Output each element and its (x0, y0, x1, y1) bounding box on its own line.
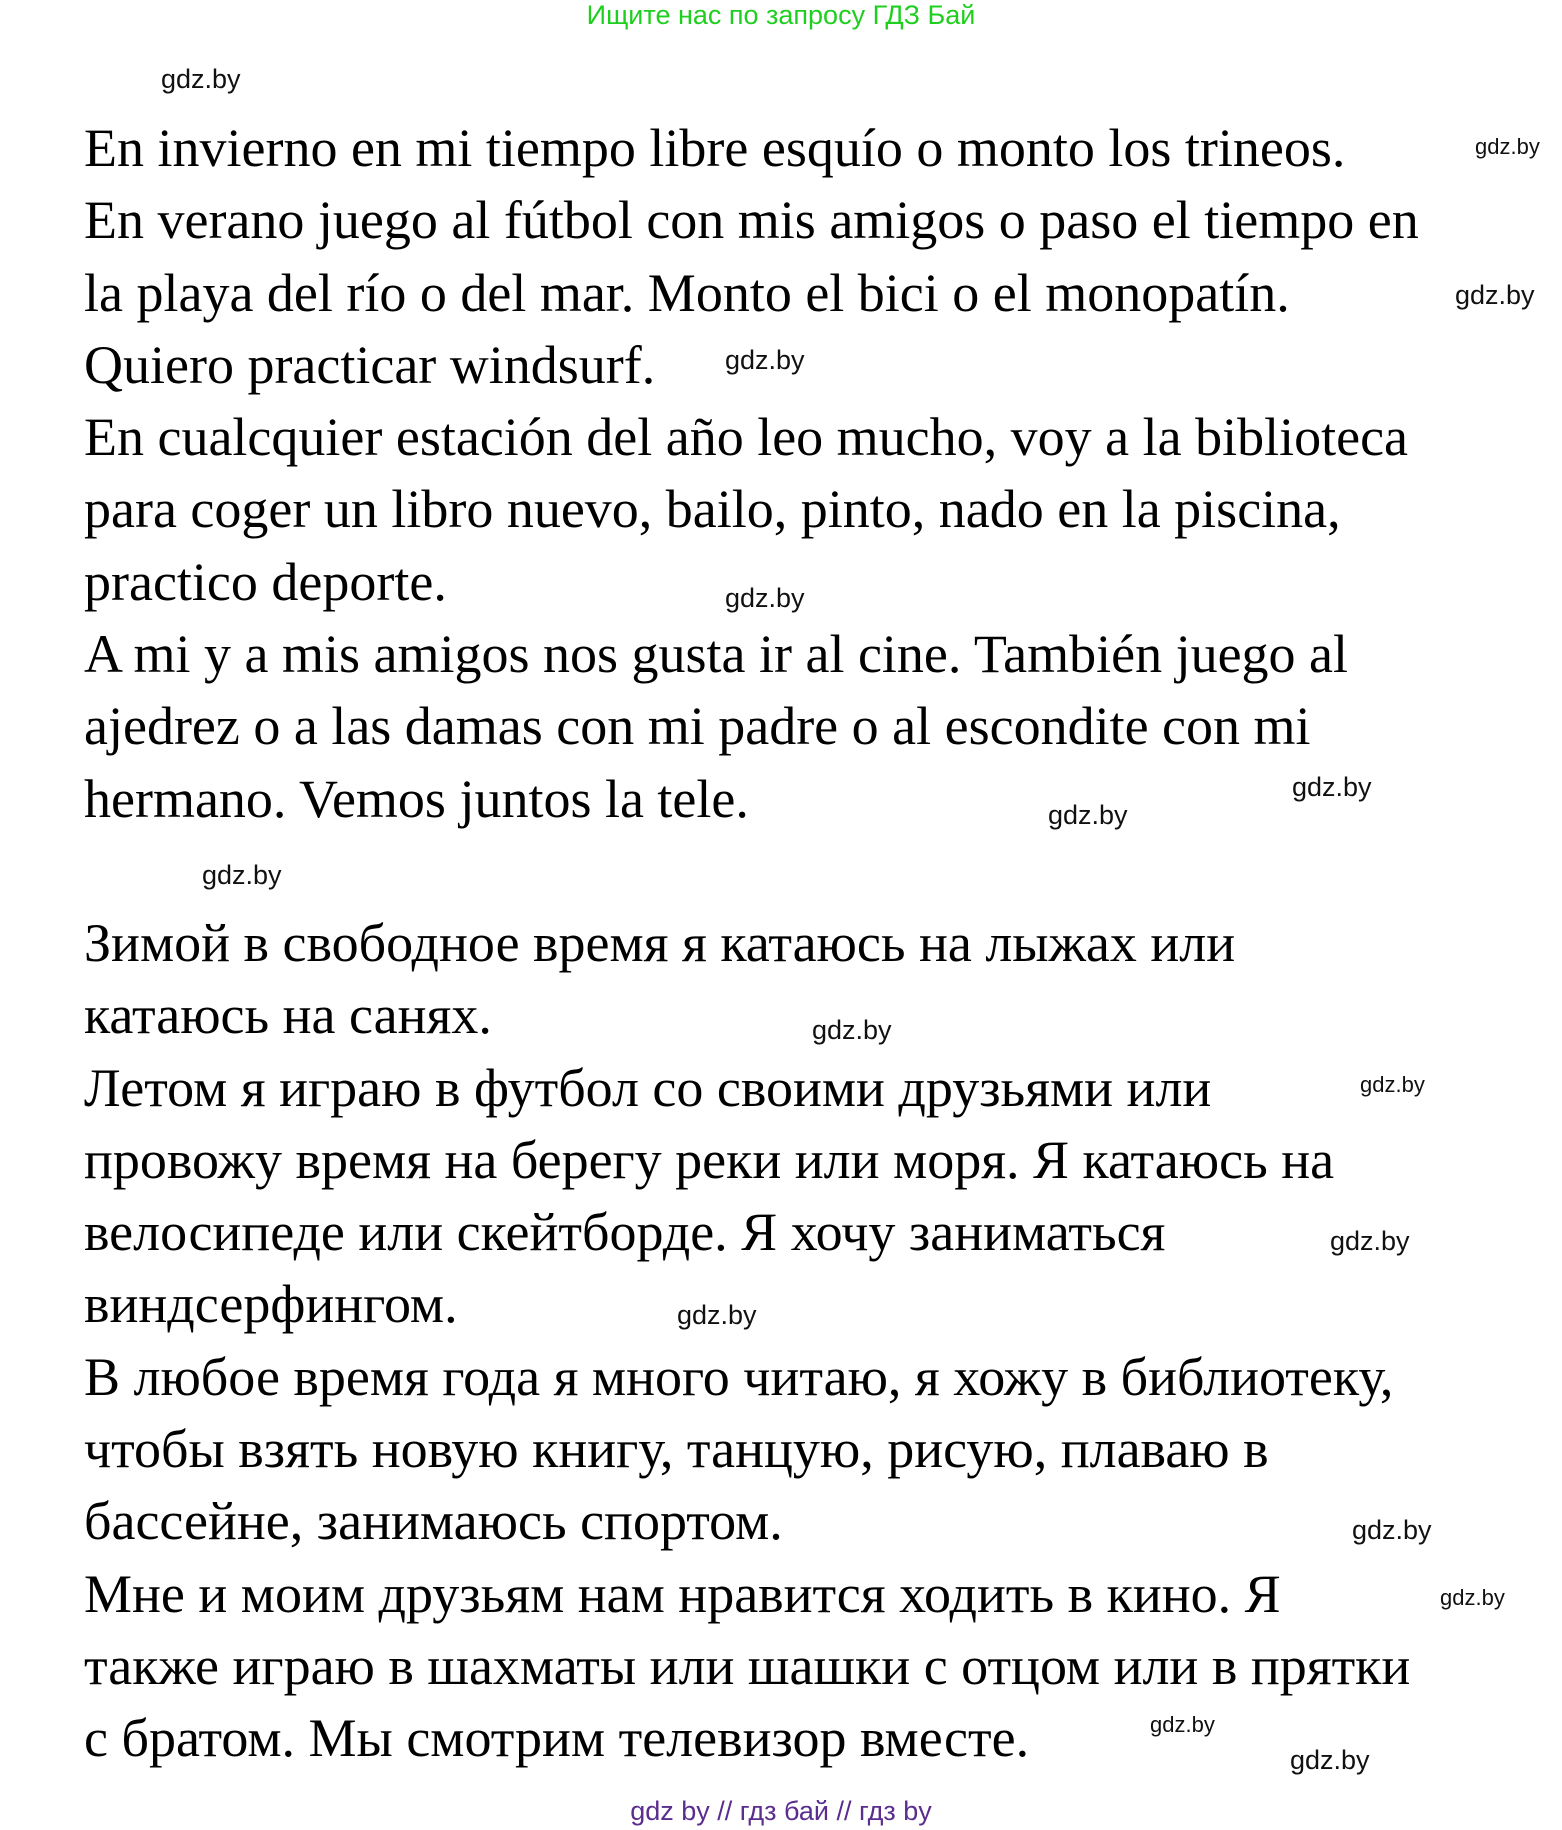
watermark: gdz.by (1440, 1585, 1505, 1610)
watermark: gdz.by (725, 583, 805, 613)
watermark: gdz.by (1360, 1072, 1425, 1097)
text-line: hermano. Vemos juntos la tele. (84, 768, 749, 829)
watermark: gdz.by (1475, 134, 1540, 159)
text-line: para coger un libro nuevo, bailo, pinto, nado en la piscina, (84, 479, 1341, 540)
footer-links[interactable]: gdz by // гдз бай // гдз by (630, 1796, 932, 1826)
text-line: En cualcquier estación del año leo mucho, voy a la biblioteca (84, 407, 1409, 468)
watermark: gdz.by (1150, 1712, 1215, 1737)
text-line: бассейне, занимаюсь спортом. (84, 1491, 783, 1552)
watermark: gdz.by (1290, 1745, 1370, 1775)
watermark: gdz.by (677, 1300, 757, 1330)
watermark: gdz.by (725, 345, 805, 375)
watermark: gdz.by (1352, 1515, 1432, 1545)
watermark: gdz.by (1292, 772, 1372, 802)
text-line: ajedrez o a las damas con mi padre o al escondite con mi (84, 696, 1311, 757)
text-line: Летом я играю в футбол со своими друзьями или (84, 1057, 1212, 1118)
watermark: gdz.by (161, 64, 241, 94)
text-line: также играю в шахматы или шашки с отцом или в прятки (84, 1635, 1411, 1696)
text-line: la playa del río o del mar. Monto el bici o el monopatín. (84, 262, 1290, 323)
text-line: Мне и моим друзьям нам нравится ходить в кино. Я (84, 1563, 1281, 1624)
text-line: В любое время года я много читаю, я хожу в библиотеку, (84, 1346, 1394, 1407)
watermark: gdz.by (812, 1015, 892, 1045)
watermark: gdz.by (1455, 280, 1535, 310)
text-line: Quiero practicar windsurf. (84, 334, 656, 395)
text-line: En verano juego al fútbol con mis amigos o paso el tiempo en (84, 190, 1419, 251)
search-hint-banner: Ищите нас по запросу ГДЗ Бай (586, 0, 976, 30)
text-line: велосипеде или скейтборде. Я хочу заниматься (84, 1202, 1166, 1263)
watermark: gdz.by (1330, 1226, 1410, 1256)
text-line: practico deporte. (84, 551, 447, 612)
text-line: провожу время на берегу реки или моря. Я катаюсь на (84, 1129, 1335, 1190)
text-line: чтобы взять новую книгу, танцую, рисую, плаваю в (84, 1419, 1269, 1480)
text-line: Зимой в свободное время я катаюсь на лыжах или (84, 913, 1236, 973)
text-line: с братом. Мы смотрим телевизор вместе. (84, 1708, 1030, 1769)
text-line: виндсерфингом. (84, 1274, 458, 1335)
watermark: gdz.by (202, 860, 282, 890)
russian-text (84, 907, 1410, 1775)
text-line: En invierno en mi tiempo libre esquío o monto los trineos. (84, 118, 1346, 178)
spanish-text (84, 112, 1419, 835)
text-line: A mi y a mis amigos nos gusta ir al cine. También juego al (84, 624, 1349, 685)
watermark: gdz.by (1048, 800, 1128, 830)
text-line: катаюсь на санях. (84, 985, 492, 1046)
